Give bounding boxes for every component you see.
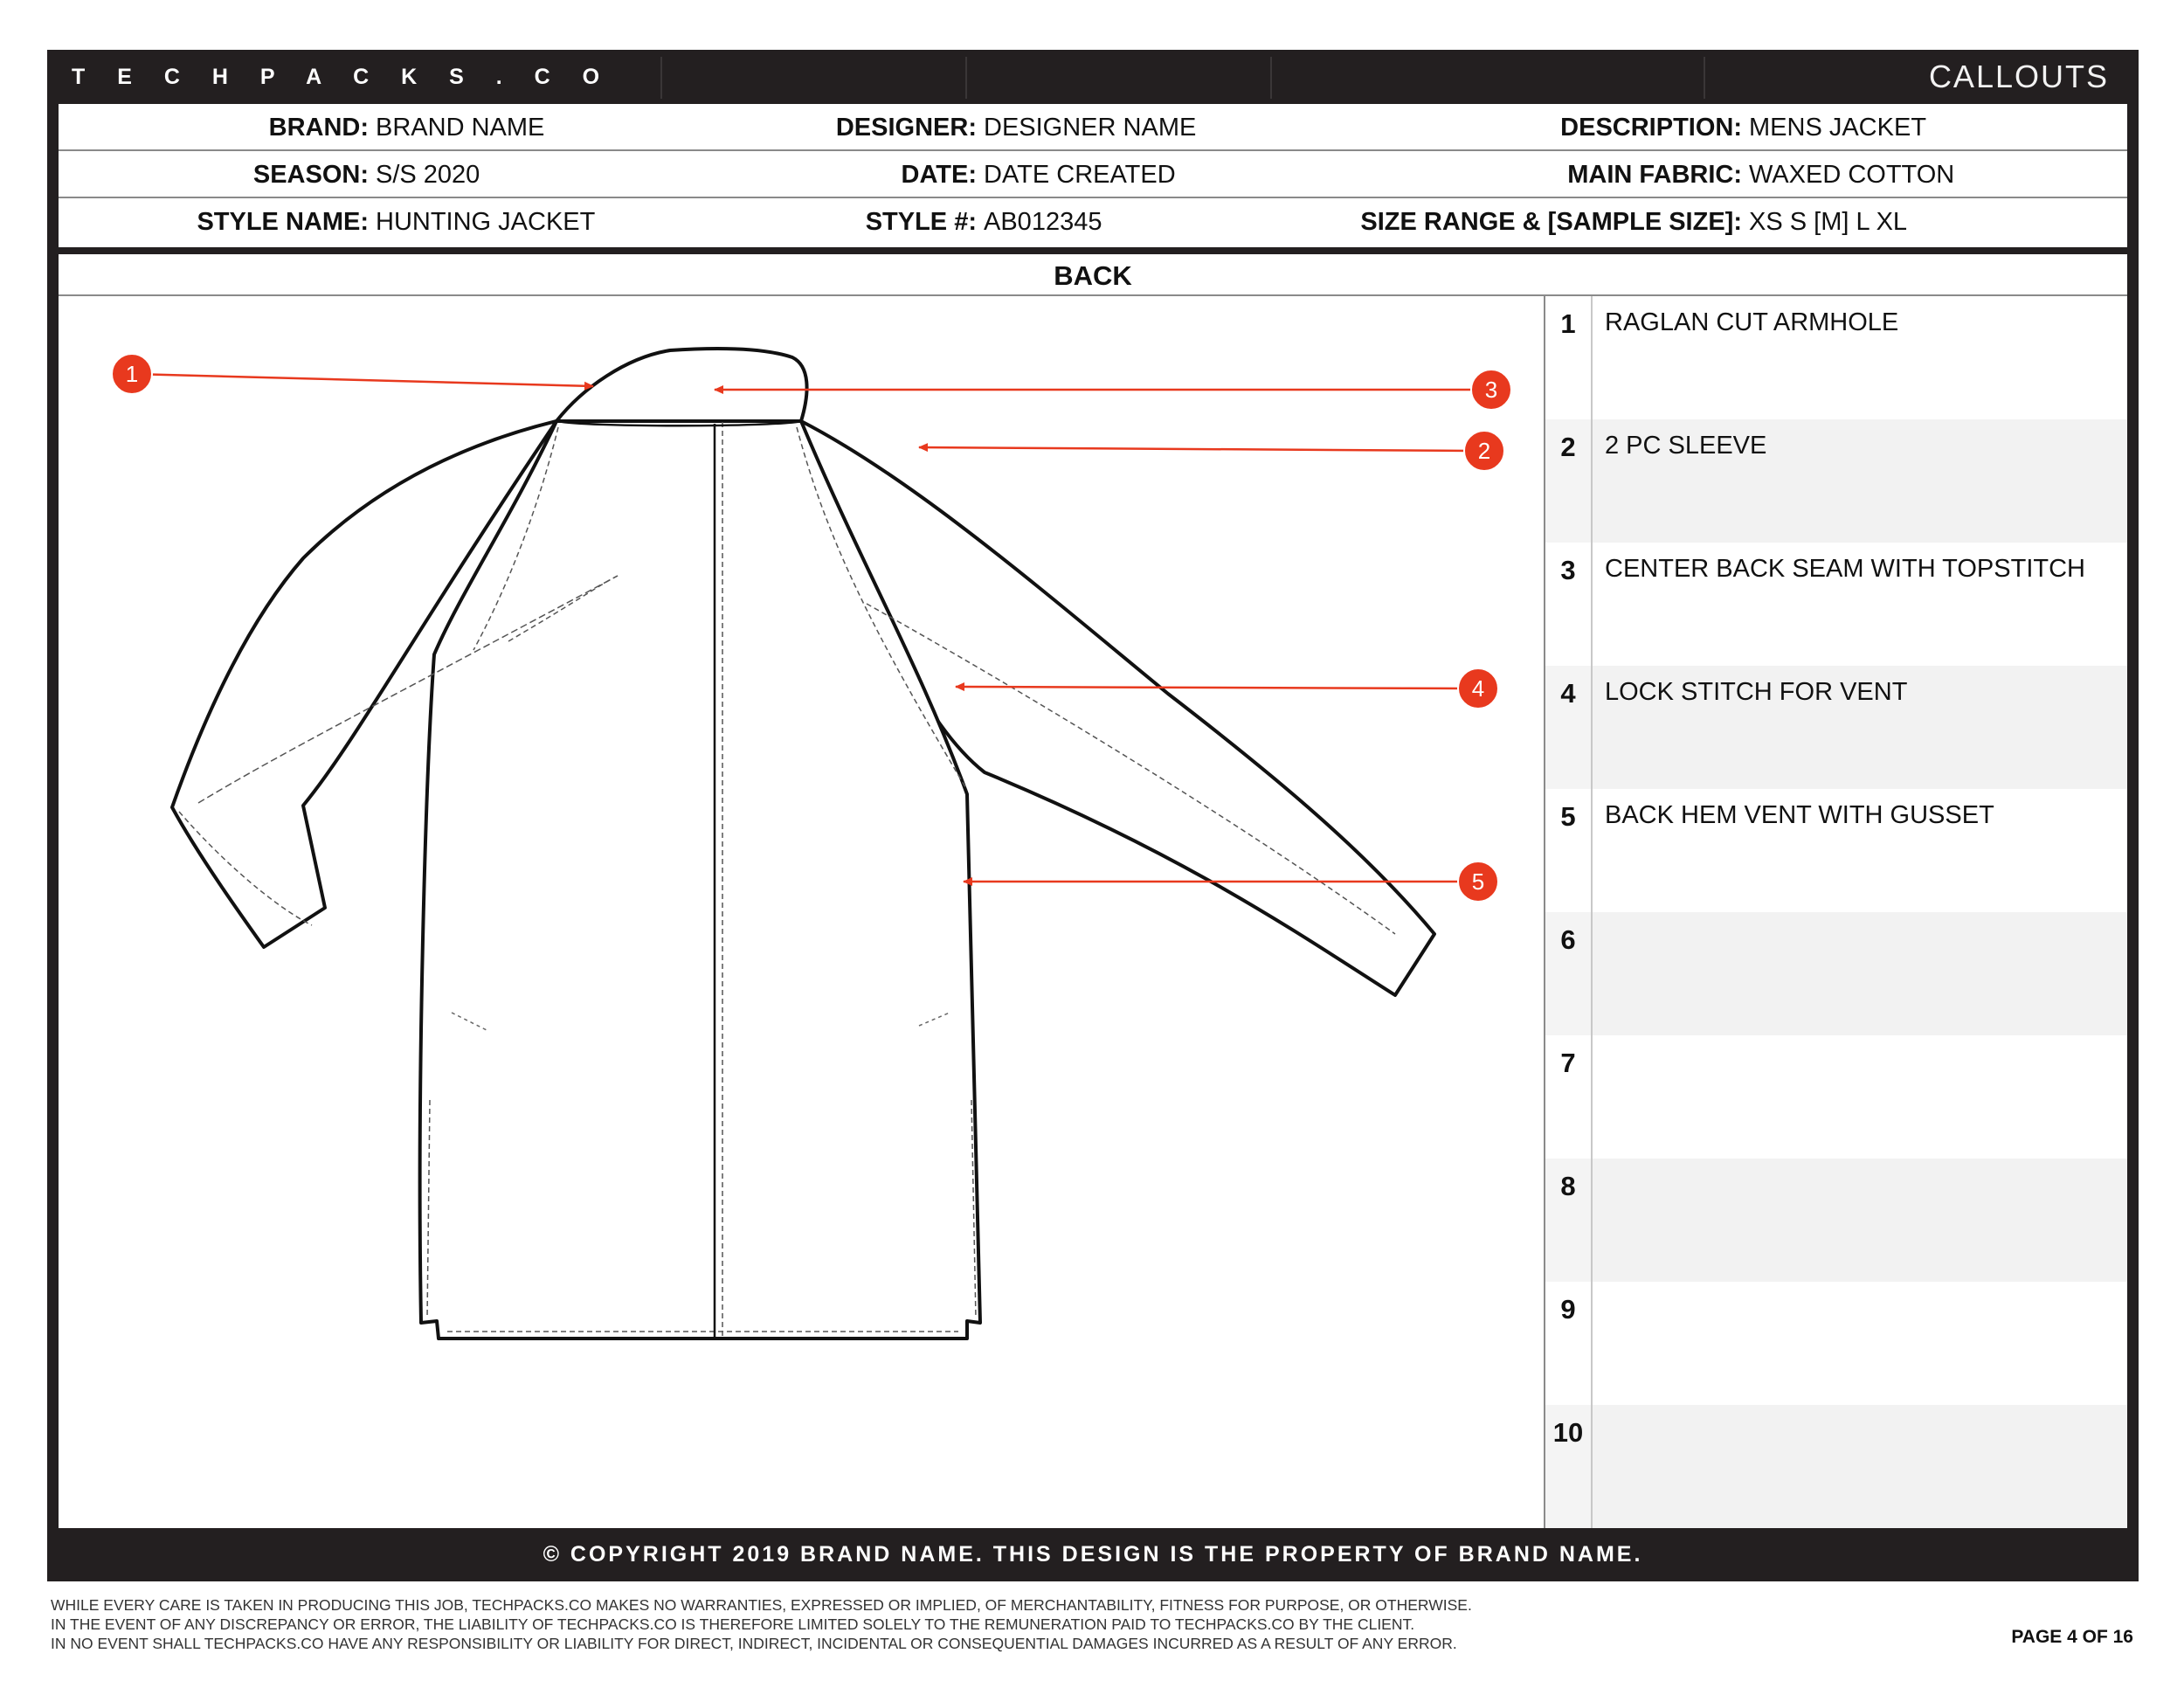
leader-2 [919, 447, 1471, 451]
brand-label: BRAND: [268, 114, 369, 142]
callout-number: 8 [1545, 1159, 1593, 1282]
callout-number: 6 [1545, 912, 1593, 1035]
callout-row [1545, 296, 2127, 419]
style-info-table [59, 104, 2127, 296]
brand-value: BRAND NAME [376, 114, 545, 142]
callout-marker-3[interactable] [1471, 370, 1511, 410]
disclaimer-line: IN THE EVENT OF ANY DISCREPANCY OR ERROR, THE LIABILITY OF TECHPACKS.CO IS THEREFORE LIMITED SOLELY TO THE REMUNERATION PAID TO TECHPACKS.CO BY THE CLIENT. [51, 1615, 1415, 1633]
season-value: S/S 2020 [376, 161, 480, 189]
bar-divider [965, 57, 967, 99]
description-label: DESCRIPTION: [1560, 114, 1742, 142]
page-number: PAGE 4 OF 16 [2011, 1627, 2133, 1647]
leader-1 [133, 374, 593, 386]
date-value: DATE CREATED [984, 161, 1176, 189]
legal-disclaimer [51, 1595, 1798, 1653]
collar [556, 349, 807, 421]
callout-row [1545, 789, 2127, 912]
size-range-label: SIZE RANGE & [SAMPLE SIZE]: [1360, 208, 1742, 236]
info-row [59, 198, 2127, 246]
jacket-back-flat-sketch [59, 296, 1544, 1528]
info-row [59, 151, 2127, 198]
callout-row [1545, 1405, 2127, 1528]
callout-row [1545, 912, 2127, 1035]
callout-description: CENTER BACK SEAM WITH TOPSTITCH [1605, 555, 2085, 583]
disclaimer-line: IN NO EVENT SHALL TECHPACKS.CO HAVE ANY RESPONSIBILITY OR LIABILITY FOR DIRECT, INDIRECT, INCIDENTAL OR CONSEQUENTIAL DAMAGES INCURRED AS A RESULT OF ANY ERROR. [51, 1635, 1457, 1652]
main-fabric-label: MAIN FABRIC: [1567, 161, 1742, 189]
callout-row [1545, 1282, 2127, 1405]
size-range-value: XS S [M] L XL [1749, 208, 1908, 236]
callout-list [1544, 296, 2127, 1528]
view-title: BACK [59, 254, 2127, 296]
bar-divider [660, 57, 662, 99]
designer-label: DESIGNER: [835, 114, 977, 142]
techpack-sheet [47, 50, 2139, 1581]
callout-number: 9 [1545, 1282, 1593, 1405]
flat-sketch-area [59, 296, 1544, 1528]
callout-marker-2[interactable] [1464, 431, 1504, 471]
callout-marker-4[interactable] [1458, 668, 1498, 709]
callout-description: 2 PC SLEEVE [1605, 432, 1767, 460]
date-label: DATE: [901, 161, 977, 189]
marker-label: 4 [1471, 675, 1485, 702]
callout-row [1545, 419, 2127, 543]
callout-marker-1[interactable] [112, 354, 152, 394]
callout-number: 10 [1545, 1405, 1593, 1528]
page-section-title: CALLOUTS [1928, 59, 2109, 94]
info-row [59, 104, 2127, 151]
disclaimer-line: WHILE EVERY CARE IS TAKEN IN PRODUCING THIS JOB, TECHPACKS.CO MAKES NO WARRANTIES, EXPRESSED OR IMPLIED, OF MERCHANTABILITY, FITNESS FOR PURPOSE, OR OTHERWISE. [51, 1596, 1472, 1614]
style-name-value: HUNTING JACKET [376, 208, 596, 236]
designer-value: DESIGNER NAME [984, 114, 1197, 142]
callout-number: 3 [1545, 543, 1593, 666]
callout-description: LOCK STITCH FOR VENT [1605, 678, 1908, 706]
callout-number: 5 [1545, 789, 1593, 912]
callout-row [1545, 1159, 2127, 1282]
callout-number: 7 [1545, 1035, 1593, 1159]
copyright-footer: © COPYRIGHT 2019 BRAND NAME. THIS DESIGN IS THE PROPERTY OF BRAND NAME. [543, 1542, 1643, 1567]
season-label: SEASON: [252, 161, 369, 189]
callout-number: 1 [1545, 296, 1593, 419]
bar-divider [1270, 57, 1272, 99]
content-area [59, 296, 2127, 1528]
techpacks-logo: T E C H P A C K S . C O [72, 65, 613, 89]
callout-row [1545, 543, 2127, 666]
marker-label: 2 [1477, 438, 1491, 464]
callout-description: BACK HEM VENT WITH GUSSET [1605, 801, 1994, 829]
callout-row [1545, 666, 2127, 789]
style-number-label: STYLE #: [865, 208, 977, 236]
callout-marker-5[interactable] [1458, 861, 1498, 902]
marker-label: 3 [1484, 377, 1498, 403]
description-value: MENS JACKET [1749, 114, 1927, 142]
jacket-outline [172, 349, 1434, 1339]
style-number-value: AB012345 [984, 208, 1102, 236]
marker-label: 5 [1471, 868, 1485, 895]
main-fabric-value: WAXED COTTON [1749, 161, 1955, 189]
callout-description: RAGLAN CUT ARMHOLE [1605, 308, 1899, 336]
section-divider [59, 247, 2127, 254]
bar-divider [1704, 57, 1705, 99]
callout-number: 4 [1545, 666, 1593, 789]
style-name-label: STYLE NAME: [197, 208, 369, 236]
callout-row [1545, 1035, 2127, 1159]
marker-label: 1 [125, 361, 139, 387]
top-bar [47, 50, 2139, 104]
callout-number: 2 [1545, 419, 1593, 543]
